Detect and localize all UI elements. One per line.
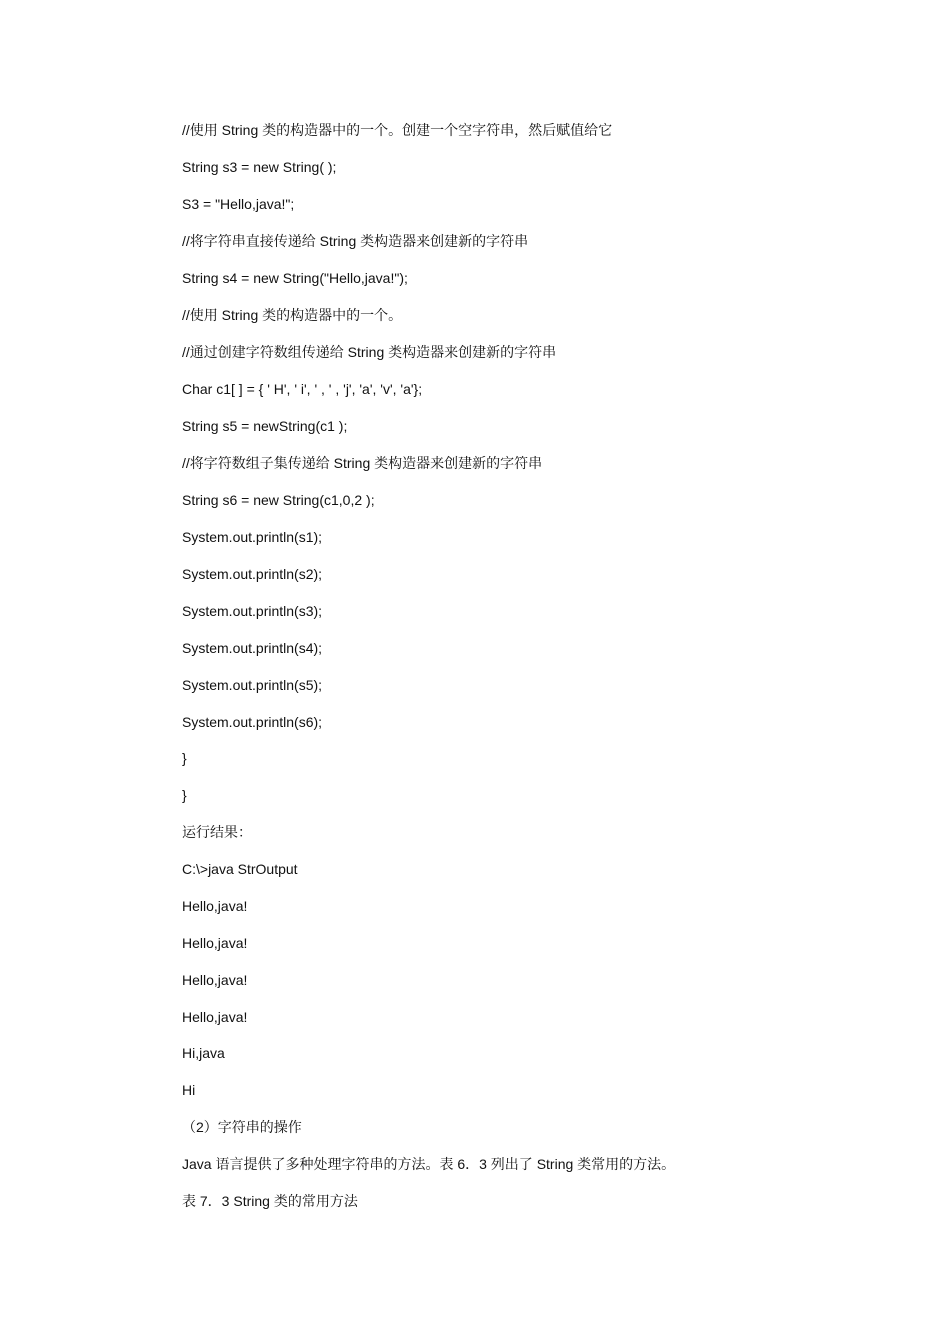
code-line: String s6 = new String(c1,0,2 ); bbox=[182, 492, 375, 508]
comment-line: //使用 String 类的构造器中的一个。创建一个空字符串，然后赋值给它 bbox=[182, 122, 613, 138]
code-line: System.out.println(s5); bbox=[182, 677, 323, 693]
comment-line: //将字符串直接传递给 String 类构造器来创建新的字符串 bbox=[182, 233, 529, 249]
console-command: C:\>java StrOutput bbox=[182, 861, 298, 877]
code-line: System.out.println(s6); bbox=[182, 714, 323, 730]
comment-line: //将字符数组子集传递给 String 类构造器来创建新的字符串 bbox=[182, 455, 543, 471]
console-output: Hi bbox=[182, 1082, 196, 1098]
console-output: Hello,java! bbox=[182, 898, 248, 914]
code-line: System.out.println(s1); bbox=[182, 529, 323, 545]
code-line: String s3 = new String( ); bbox=[182, 159, 337, 175]
code-line: System.out.println(s3); bbox=[182, 603, 323, 619]
code-line: Char c1[ ] = { ' H', ' i', ' , ' , 'j', 'a', 'v', 'a'}; bbox=[182, 381, 423, 397]
comment-line: //通过创建字符数组传递给 String 类构造器来创建新的字符串 bbox=[182, 344, 557, 360]
code-line: S3 = "Hello,java!"; bbox=[182, 196, 295, 212]
console-output: Hi,java bbox=[182, 1045, 225, 1061]
closing-brace: } bbox=[182, 787, 187, 803]
paragraph: Java 语言提供了多种处理字符串的方法。表 6．3 列出了 String 类常用的方法。 bbox=[182, 1156, 676, 1172]
console-output: Hello,java! bbox=[182, 935, 248, 951]
code-line: System.out.println(s2); bbox=[182, 566, 323, 582]
section-heading: （2）字符串的操作 bbox=[182, 1119, 302, 1135]
code-line: String s4 = new String("Hello,java!"); bbox=[182, 270, 408, 286]
table-caption: 表 7．3 String 类的常用方法 bbox=[182, 1193, 358, 1209]
result-heading: 运行结果： bbox=[182, 824, 252, 840]
closing-brace: } bbox=[182, 750, 187, 766]
console-output: Hello,java! bbox=[182, 1009, 248, 1025]
code-line: System.out.println(s4); bbox=[182, 640, 323, 656]
code-line: String s5 = newString(c1 ); bbox=[182, 418, 348, 434]
comment-line: //使用 String 类的构造器中的一个。 bbox=[182, 307, 403, 323]
console-output: Hello,java! bbox=[182, 972, 248, 988]
